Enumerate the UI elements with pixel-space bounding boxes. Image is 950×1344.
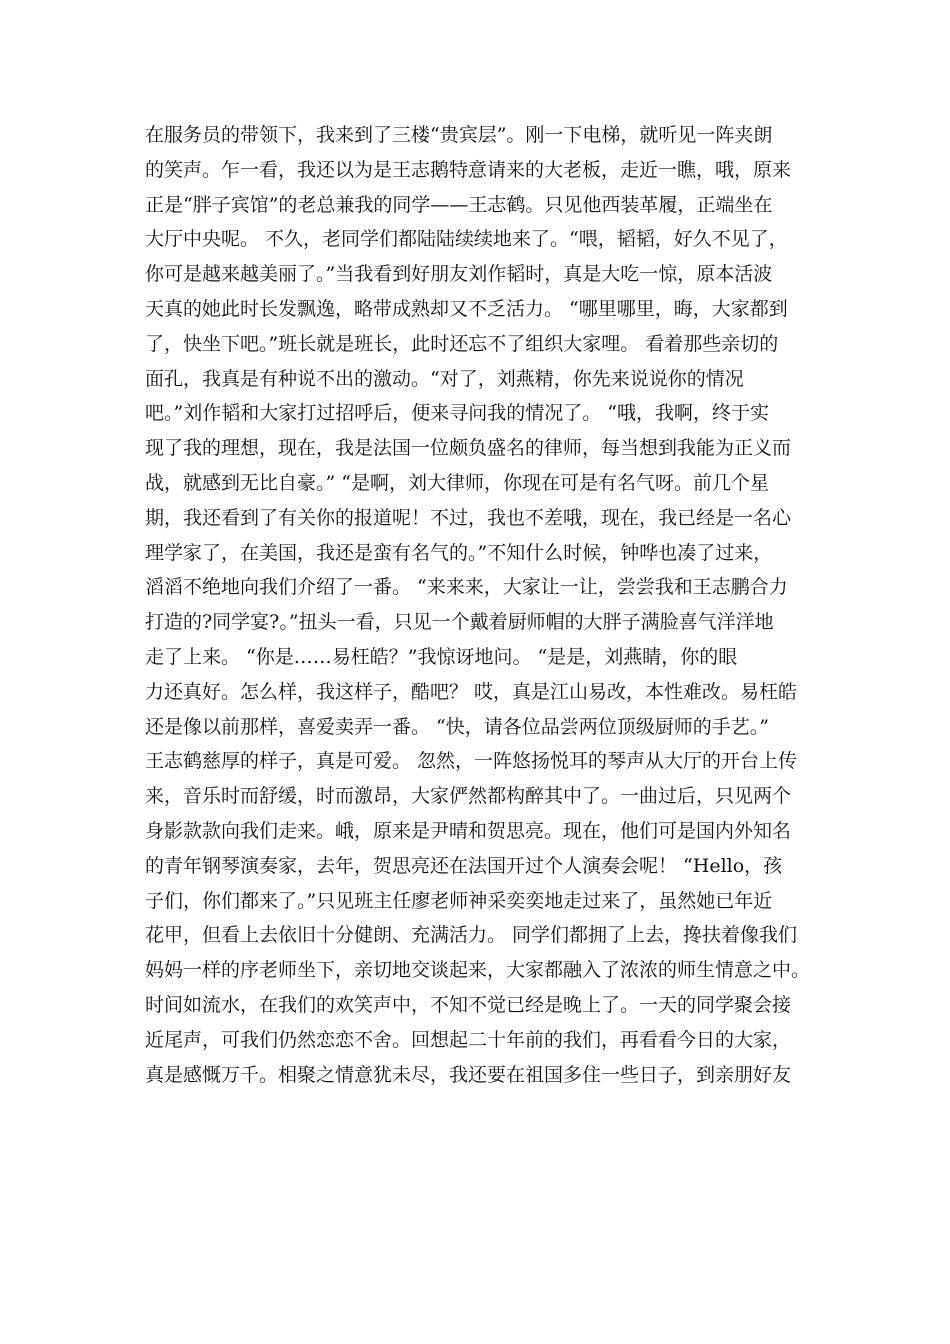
body-text: [145, 118, 815, 1092]
text-line: 力还真好。怎么样，我这样子，酷吧？ 哎，真是江山易改，本性难改。易枉皓: [145, 680, 798, 703]
text-line: 正是“胖子宾馆”的老总兼我的同学——王志鹤。只见他西装革履，正端坐在: [145, 193, 773, 216]
text-line: 期，我还看到了有关你的报道呢！不过，我也不差哦，现在，我已经是一名心: [145, 506, 792, 529]
text-line: 理学家了，在美国，我还是蛮有名气的。”不知什么时候，钟哗也凑了过来，: [145, 541, 773, 564]
text-line: 花甲，但看上去依旧十分健朗、充满活力。 同学们都拥了上去，搀扶着像我们: [145, 924, 798, 947]
text-line: 战，就感到无比自豪。” “是啊，刘大律师，你现在可是有名气呀。前几个星: [145, 471, 769, 494]
text-line: 子们，你们都来了。”只见班主任廖老师神采奕奕地走过来了，虽然她已年近: [145, 889, 773, 912]
text-line: 妈妈一样的序老师坐下，亲切地交谈起来，大家都融入了浓浓的师生情意之中。: [145, 959, 811, 982]
text-line: 滔滔不绝地向我们介绍了一番。 “来来来，大家让一让，尝尝我和王志鹏合力: [145, 576, 788, 599]
text-line: 走了上来。 “你是……易枉皓？”我惊讶地问。 “是是，刘燕睛，你的眼: [145, 645, 738, 668]
text-line: 来，音乐时而舒缓，时而激昂，大家俨然都构醉其中了。一曲过后，只见两个: [145, 785, 792, 808]
text-line: 王志鹤慈厚的样子，真是可爱。 忽然，一阵悠扬悦耳的琴声从大厅的开台上传: [145, 750, 798, 773]
text-line: 时间如流水，在我们的欢笑声中，不知不觉已经是晚上了。一天的同学聚会接: [145, 993, 792, 1016]
text-line: 的笑声。乍一看，我还以为是王志鹅特意请来的大老板，走近一瞧，哦，原来: [145, 158, 792, 181]
text-line: 你可是越来越美丽了。”当我看到好朋友刘作韬时，真是大吃一惊，原本活波: [145, 263, 773, 286]
text-line: 身影款款向我们走来。峨，原来是尹晴和贺思亮。现在，他们可是国内外知名: [145, 819, 792, 842]
text-line: 真是感慨万千。相聚之情意犹未尽，我还要在祖国多住一些日子，到亲朋好友: [145, 1063, 792, 1086]
text-line: 在服务员的带领下，我来到了三楼“贵宾层”。刚一下电梯，就听见一阵夹朗: [145, 124, 773, 146]
text-line: 吧。”刘作韬和大家打过招呼后，便来寻问我的情况了。 “哦，我啊，终于实: [145, 402, 769, 425]
text-line: 还是像以前那样，喜爱卖弄一番。 “快，请各位品尝两位顶级厨师的手艺。”: [145, 715, 769, 738]
text-line: 大厅中央呢。 不久，老同学们都陆陆续续地来了。“喂，韬韬，好久不见了，: [145, 228, 788, 251]
text-line: 了，快坐下吧。”班长就是班长，此时还忘不了组织大家哩。 看着那些亲切的: [145, 332, 779, 355]
text-line: 天真的她此时长发飘逸，略带成熟却又不乏活力。 “哪里哪里，晦，大家都到: [145, 297, 788, 320]
text-line: 面孔，我真是有种说不出的激动。“对了，刘燕精，你先来说说你的情况: [145, 367, 744, 390]
text-line: 近尾声，可我们仍然恋恋不舍。回想起二十年前的我们，再看看今日的大家，: [145, 1028, 792, 1051]
text-line: 打造的?同学宴?。”扭头一看，只见一个戴着厨师帽的大胖子满脸喜气洋洋地: [145, 611, 774, 634]
text-line: 现了我的理想，现在，我是法国一位颇负盛名的律师，每当想到我能为正义而: [145, 437, 792, 460]
text-line: 的青年钢琴演奏家，去年，贺思亮还在法国开过个人演奏会呢！ “Hello，孩: [145, 854, 783, 877]
